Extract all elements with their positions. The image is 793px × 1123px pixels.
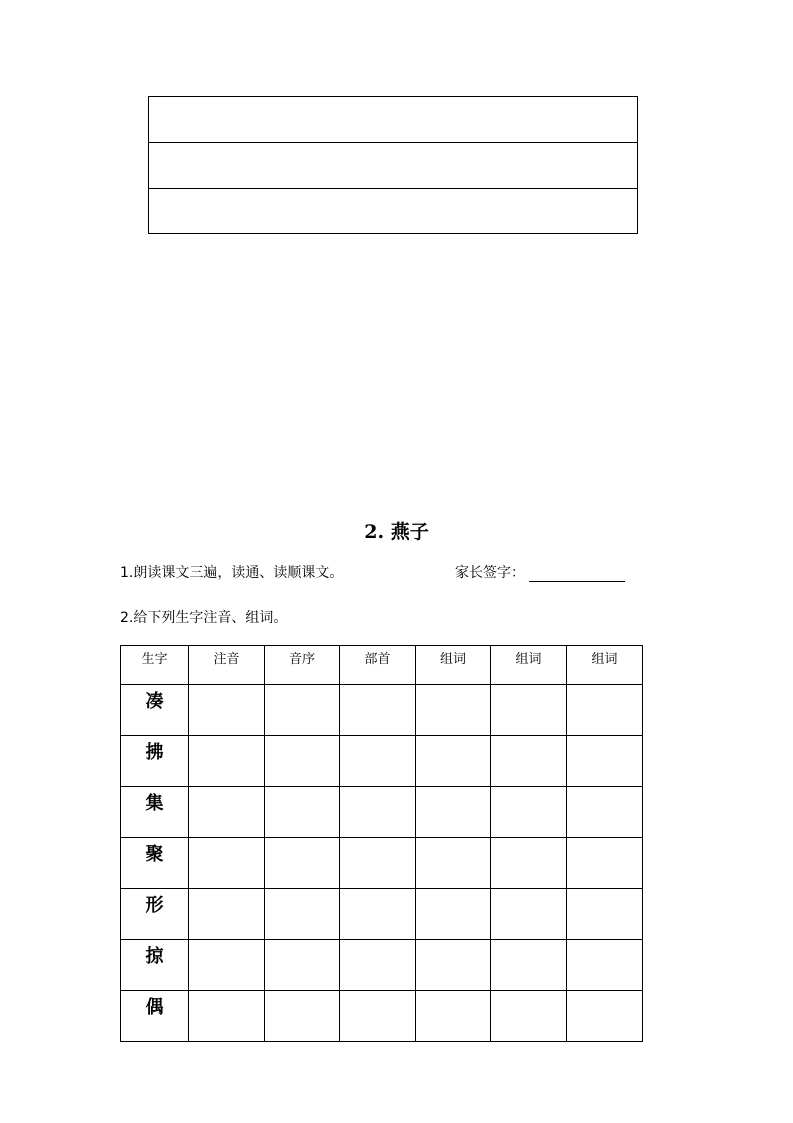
- header-cell: 组词: [416, 646, 491, 685]
- header-cell: 组词: [567, 646, 643, 685]
- answer-cell[interactable]: [491, 940, 567, 991]
- answer-cell[interactable]: [265, 991, 340, 1042]
- header-cell: 部首: [340, 646, 416, 685]
- question-1: 1.朗读课文三遍，读通、读顺课文。: [120, 565, 344, 581]
- answer-cell[interactable]: [416, 685, 491, 736]
- character-cell: 形: [121, 889, 189, 940]
- answer-cell[interactable]: [265, 940, 340, 991]
- answer-cell[interactable]: [340, 787, 416, 838]
- answer-cell[interactable]: [340, 991, 416, 1042]
- answer-cell[interactable]: [567, 940, 643, 991]
- answer-cell[interactable]: [567, 685, 643, 736]
- character-cell: 凑: [121, 685, 189, 736]
- answer-cell[interactable]: [567, 889, 643, 940]
- answer-cell[interactable]: [567, 787, 643, 838]
- answer-cell[interactable]: [491, 991, 567, 1042]
- answer-cell[interactable]: [567, 736, 643, 787]
- table-row: [121, 889, 643, 940]
- answer-cell[interactable]: [189, 736, 265, 787]
- lesson-title: 2. 燕子: [364, 521, 429, 543]
- answer-cell[interactable]: [340, 889, 416, 940]
- table-row: [121, 940, 643, 991]
- blank-row[interactable]: [149, 97, 637, 143]
- character-cell: 集: [121, 787, 189, 838]
- header-cell: 生字: [121, 646, 189, 685]
- parent-signature: [455, 562, 625, 582]
- character-cell: 偶: [121, 991, 189, 1042]
- signature-field[interactable]: [529, 567, 625, 582]
- answer-cell[interactable]: [189, 685, 265, 736]
- signature-label: 家长签字：: [455, 565, 525, 581]
- answer-cell[interactable]: [567, 838, 643, 889]
- table-row: [121, 736, 643, 787]
- header-cell: 音序: [265, 646, 340, 685]
- blank-row[interactable]: [149, 189, 637, 235]
- character-cell: 聚: [121, 838, 189, 889]
- answer-cell[interactable]: [265, 736, 340, 787]
- answer-cell[interactable]: [416, 787, 491, 838]
- answer-cell[interactable]: [340, 736, 416, 787]
- answer-cell[interactable]: [491, 889, 567, 940]
- answer-cell[interactable]: [491, 736, 567, 787]
- answer-cell[interactable]: [416, 736, 491, 787]
- table-row: [121, 787, 643, 838]
- answer-cell[interactable]: [491, 787, 567, 838]
- character-table: [120, 645, 643, 1042]
- answer-cell[interactable]: [340, 940, 416, 991]
- answer-cell[interactable]: [416, 889, 491, 940]
- answer-cell[interactable]: [491, 838, 567, 889]
- character-cell: 掠: [121, 940, 189, 991]
- answer-cell[interactable]: [265, 889, 340, 940]
- question-2: 2.给下列生字注音、组词。: [120, 610, 288, 626]
- answer-cell[interactable]: [189, 991, 265, 1042]
- table-row: [121, 991, 643, 1042]
- answer-cell[interactable]: [416, 838, 491, 889]
- answer-cell[interactable]: [340, 838, 416, 889]
- header-cell: 组词: [491, 646, 567, 685]
- answer-cell[interactable]: [567, 991, 643, 1042]
- answer-cell[interactable]: [416, 940, 491, 991]
- answer-cell[interactable]: [340, 685, 416, 736]
- answer-cell[interactable]: [189, 838, 265, 889]
- answer-cell[interactable]: [189, 787, 265, 838]
- answer-cell[interactable]: [265, 787, 340, 838]
- blank-answer-box: [148, 96, 638, 234]
- blank-row[interactable]: [149, 143, 637, 189]
- header-cell: 注音: [189, 646, 265, 685]
- answer-cell[interactable]: [189, 940, 265, 991]
- character-cell: 拂: [121, 736, 189, 787]
- answer-cell[interactable]: [491, 685, 567, 736]
- table-row: [121, 685, 643, 736]
- answer-cell[interactable]: [189, 889, 265, 940]
- answer-cell[interactable]: [265, 838, 340, 889]
- answer-cell[interactable]: [416, 991, 491, 1042]
- table-header-row: [121, 646, 643, 685]
- answer-cell[interactable]: [265, 685, 340, 736]
- table-row: [121, 838, 643, 889]
